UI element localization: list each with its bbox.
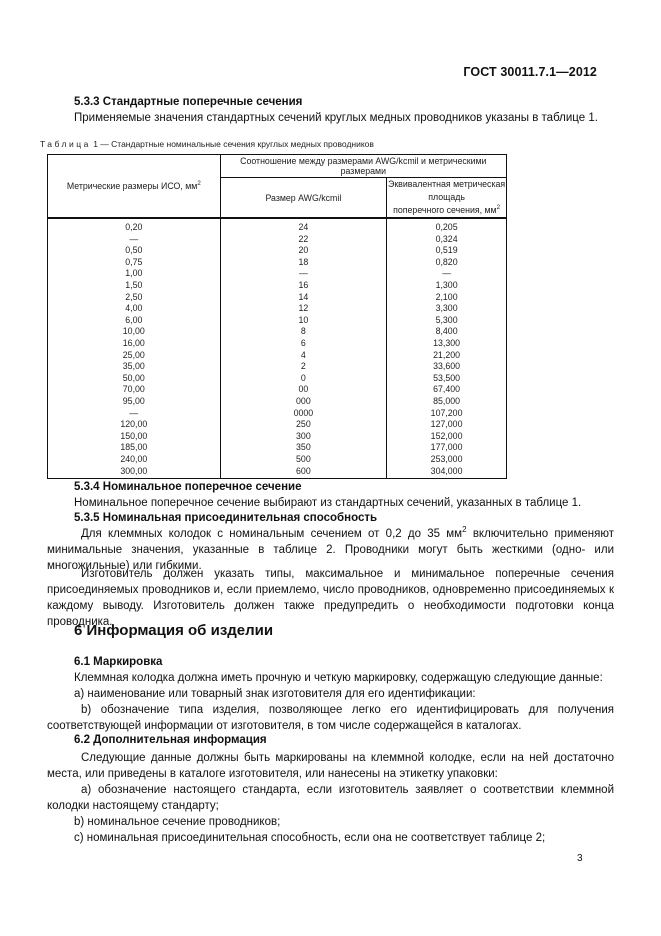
table-row xyxy=(48,396,507,408)
table-row xyxy=(48,442,507,454)
section-5-3-5-paragraph-1: Для клеммных колодок с номинальным сечением от 0,2 до 35 $мм^2$ включительно применяют минимальные значения, указанные в таблице 2. Проводники могут быть жесткими (одно- или многожильные) или гибкими. xyxy=(47,525,614,572)
table-row xyxy=(48,454,507,466)
cell-equivalent-area: 3,300 xyxy=(387,303,507,315)
section-6-1-item-a: a) наименование или товарный знак изготовителя для его идентификации: xyxy=(74,688,476,700)
cell-equivalent-area: 107,200 xyxy=(387,408,507,420)
cell-awg-size: 14 xyxy=(220,292,387,304)
cell-metric-size: 4,00 xyxy=(48,303,221,315)
cell-metric-size: 240,00 xyxy=(48,454,221,466)
cell-equivalent-area: 177,000 xyxy=(387,442,507,454)
table-row xyxy=(48,419,507,431)
cell-equivalent-area: 127,000 xyxy=(387,419,507,431)
cell-awg-size: 500 xyxy=(220,454,387,466)
cell-equivalent-area: 152,000 xyxy=(387,431,507,443)
section-5-3-3-text: Применяемые значения стандартных сечений круглых медных проводников указаны в таблице 1. xyxy=(74,112,598,124)
cell-awg-size: 350 xyxy=(220,442,387,454)
section-6-1-heading: 6.1 Маркировка xyxy=(74,656,163,668)
table-row xyxy=(48,408,507,420)
section-5-3-5-heading: 5.3.5 Номинальная присоединительная способность xyxy=(74,512,378,524)
cell-awg-size: 6 xyxy=(220,338,387,350)
table-caption-prefix: Таблица xyxy=(40,139,91,149)
table-row xyxy=(48,268,507,280)
cell-awg-size: 10 xyxy=(220,315,387,327)
table-row xyxy=(48,431,507,443)
cell-equivalent-area: 67,400 xyxy=(387,384,507,396)
col-header-awg: Размер AWG/kcmil xyxy=(220,178,387,219)
section-6-1-intro: Клеммная колодка должна иметь прочную и четкую маркировку, содержащую следующие данные: xyxy=(74,672,603,684)
cell-metric-size: 120,00 xyxy=(48,419,221,431)
cell-equivalent-area: 13,300 xyxy=(387,338,507,350)
col-header-equivalent-area: Эквивалентная метрическая площадь поперечного сечения, $мм^2$ xyxy=(387,178,507,219)
section-5-3-4-text: Номинальное поперечное сечение выбирают из стандартных сечений, указанных в таблице 1. xyxy=(74,497,582,509)
col-header-metric: Метрические размеры ИСО, $мм^2$ xyxy=(48,155,221,219)
cell-equivalent-area: 85,000 xyxy=(387,396,507,408)
cell-equivalent-area: 0,519 xyxy=(387,245,507,257)
table-caption-title: 1 — Стандартные номинальные сечения круглых медных проводников xyxy=(90,139,374,149)
cell-awg-size: 250 xyxy=(220,419,387,431)
cell-metric-size: — xyxy=(48,234,221,246)
table-row xyxy=(48,303,507,315)
cell-metric-size: 1,50 xyxy=(48,280,221,292)
cell-awg-size: 00 xyxy=(220,384,387,396)
table-row xyxy=(48,315,507,327)
cell-awg-size: 0 xyxy=(220,373,387,385)
cell-equivalent-area: 8,400 xyxy=(387,326,507,338)
section-6-1-item-b: b) обозначение типа изделия, позволяющее легко его идентифицировать для получения соответствующей информации от изготовителя, в том числе содержащейся в каталогах. xyxy=(47,704,614,732)
table-row xyxy=(48,280,507,292)
cell-awg-size: 22 xyxy=(220,234,387,246)
table-row xyxy=(48,234,507,246)
table-row xyxy=(48,257,507,269)
cell-awg-size: 600 xyxy=(220,465,387,479)
cell-awg-size: 000 xyxy=(220,396,387,408)
cell-awg-size: 300 xyxy=(220,431,387,443)
table-row xyxy=(48,338,507,350)
cell-awg-size: 24 xyxy=(220,218,387,234)
cell-metric-size: 150,00 xyxy=(48,431,221,443)
section-6-2-item-a: a) обозначение настоящего стандарта, если изготовитель заявляет о соответствии клеммной колодки настоящему стандарту; xyxy=(47,784,614,812)
cell-metric-size: 50,00 xyxy=(48,373,221,385)
section-6-2-item-c: c) номинальная присоединительная способность, если она не соответствует таблице 2; xyxy=(74,832,546,844)
table-row xyxy=(48,326,507,338)
page-number: 3 xyxy=(577,853,583,864)
table-row xyxy=(48,384,507,396)
cell-metric-size: 2,50 xyxy=(48,292,221,304)
cell-equivalent-area: 5,300 xyxy=(387,315,507,327)
table-row xyxy=(48,350,507,362)
cell-equivalent-area: — xyxy=(387,268,507,280)
cell-equivalent-area: 0,324 xyxy=(387,234,507,246)
table-caption xyxy=(40,139,374,149)
cell-metric-size: 300,00 xyxy=(48,465,221,479)
cell-awg-size: 8 xyxy=(220,326,387,338)
cell-metric-size: 0,50 xyxy=(48,245,221,257)
cell-equivalent-area: 2,100 xyxy=(387,292,507,304)
table-row xyxy=(48,465,507,479)
section-5-3-3-heading: 5.3.3 Стандартные поперечные сечения xyxy=(74,96,303,108)
cell-awg-size: 12 xyxy=(220,303,387,315)
section-6-2-intro: Следующие данные должны быть маркированы на клеммной колодке, если на ней достаточно места, или приведены в каталоге изготовителя, или нанесены на этикетку упаковки: xyxy=(47,752,614,780)
cell-metric-size: 10,00 xyxy=(48,326,221,338)
section-6-2-heading: 6.2 Дополнительная информация xyxy=(74,734,267,746)
cell-equivalent-area: 0,820 xyxy=(387,257,507,269)
col-header-group: Соотношение между размерами AWG/kcmil и метрическими размерами xyxy=(220,155,506,178)
cell-equivalent-area: 253,000 xyxy=(387,454,507,466)
cell-awg-size: 18 xyxy=(220,257,387,269)
cell-metric-size: 0,20 xyxy=(48,218,221,234)
cell-equivalent-area: 33,600 xyxy=(387,361,507,373)
cell-awg-size: 2 xyxy=(220,361,387,373)
table-row xyxy=(48,373,507,385)
cell-metric-size: 16,00 xyxy=(48,338,221,350)
section-6-title: 6 Информация об изделии xyxy=(74,622,274,639)
cell-equivalent-area: 1,300 xyxy=(387,280,507,292)
cell-metric-size: 0,75 xyxy=(48,257,221,269)
table-row xyxy=(48,245,507,257)
cell-metric-size: 95,00 xyxy=(48,396,221,408)
cell-equivalent-area: 304,000 xyxy=(387,465,507,479)
cell-awg-size: 0000 xyxy=(220,408,387,420)
cell-metric-size: 185,00 xyxy=(48,442,221,454)
section-6-2-item-b: b) номинальное сечение проводников; xyxy=(74,816,281,828)
cell-awg-size: — xyxy=(220,268,387,280)
cell-equivalent-area: 0,205 xyxy=(387,218,507,234)
table-standard-cross-sections xyxy=(47,154,507,479)
cell-awg-size: 16 xyxy=(220,280,387,292)
cell-metric-size: — xyxy=(48,408,221,420)
cell-awg-size: 20 xyxy=(220,245,387,257)
document-code: ГОСТ 30011.7.1—2012 xyxy=(463,65,597,79)
cell-equivalent-area: 53,500 xyxy=(387,373,507,385)
cell-metric-size: 70,00 xyxy=(48,384,221,396)
cell-metric-size: 6,00 xyxy=(48,315,221,327)
section-5-3-4-heading: 5.3.4 Номинальное поперечное сечение xyxy=(74,481,302,493)
cell-awg-size: 4 xyxy=(220,350,387,362)
table-row xyxy=(48,361,507,373)
cell-equivalent-area: 21,200 xyxy=(387,350,507,362)
table-body xyxy=(48,218,507,479)
table-row xyxy=(48,292,507,304)
cell-metric-size: 25,00 xyxy=(48,350,221,362)
table-row xyxy=(48,218,507,234)
cell-metric-size: 1,00 xyxy=(48,268,221,280)
cell-metric-size: 35,00 xyxy=(48,361,221,373)
section-5-3-5-paragraph-2: Изготовитель должен указать типы, максимальное и минимальное поперечные сечения присоединяемых проводников и, если приемлемо, число проводников, одновременно присоединяемых к каждому выводу. Изготовитель должен также предупредить о необходимости подготовки конца проводника. xyxy=(47,568,614,628)
